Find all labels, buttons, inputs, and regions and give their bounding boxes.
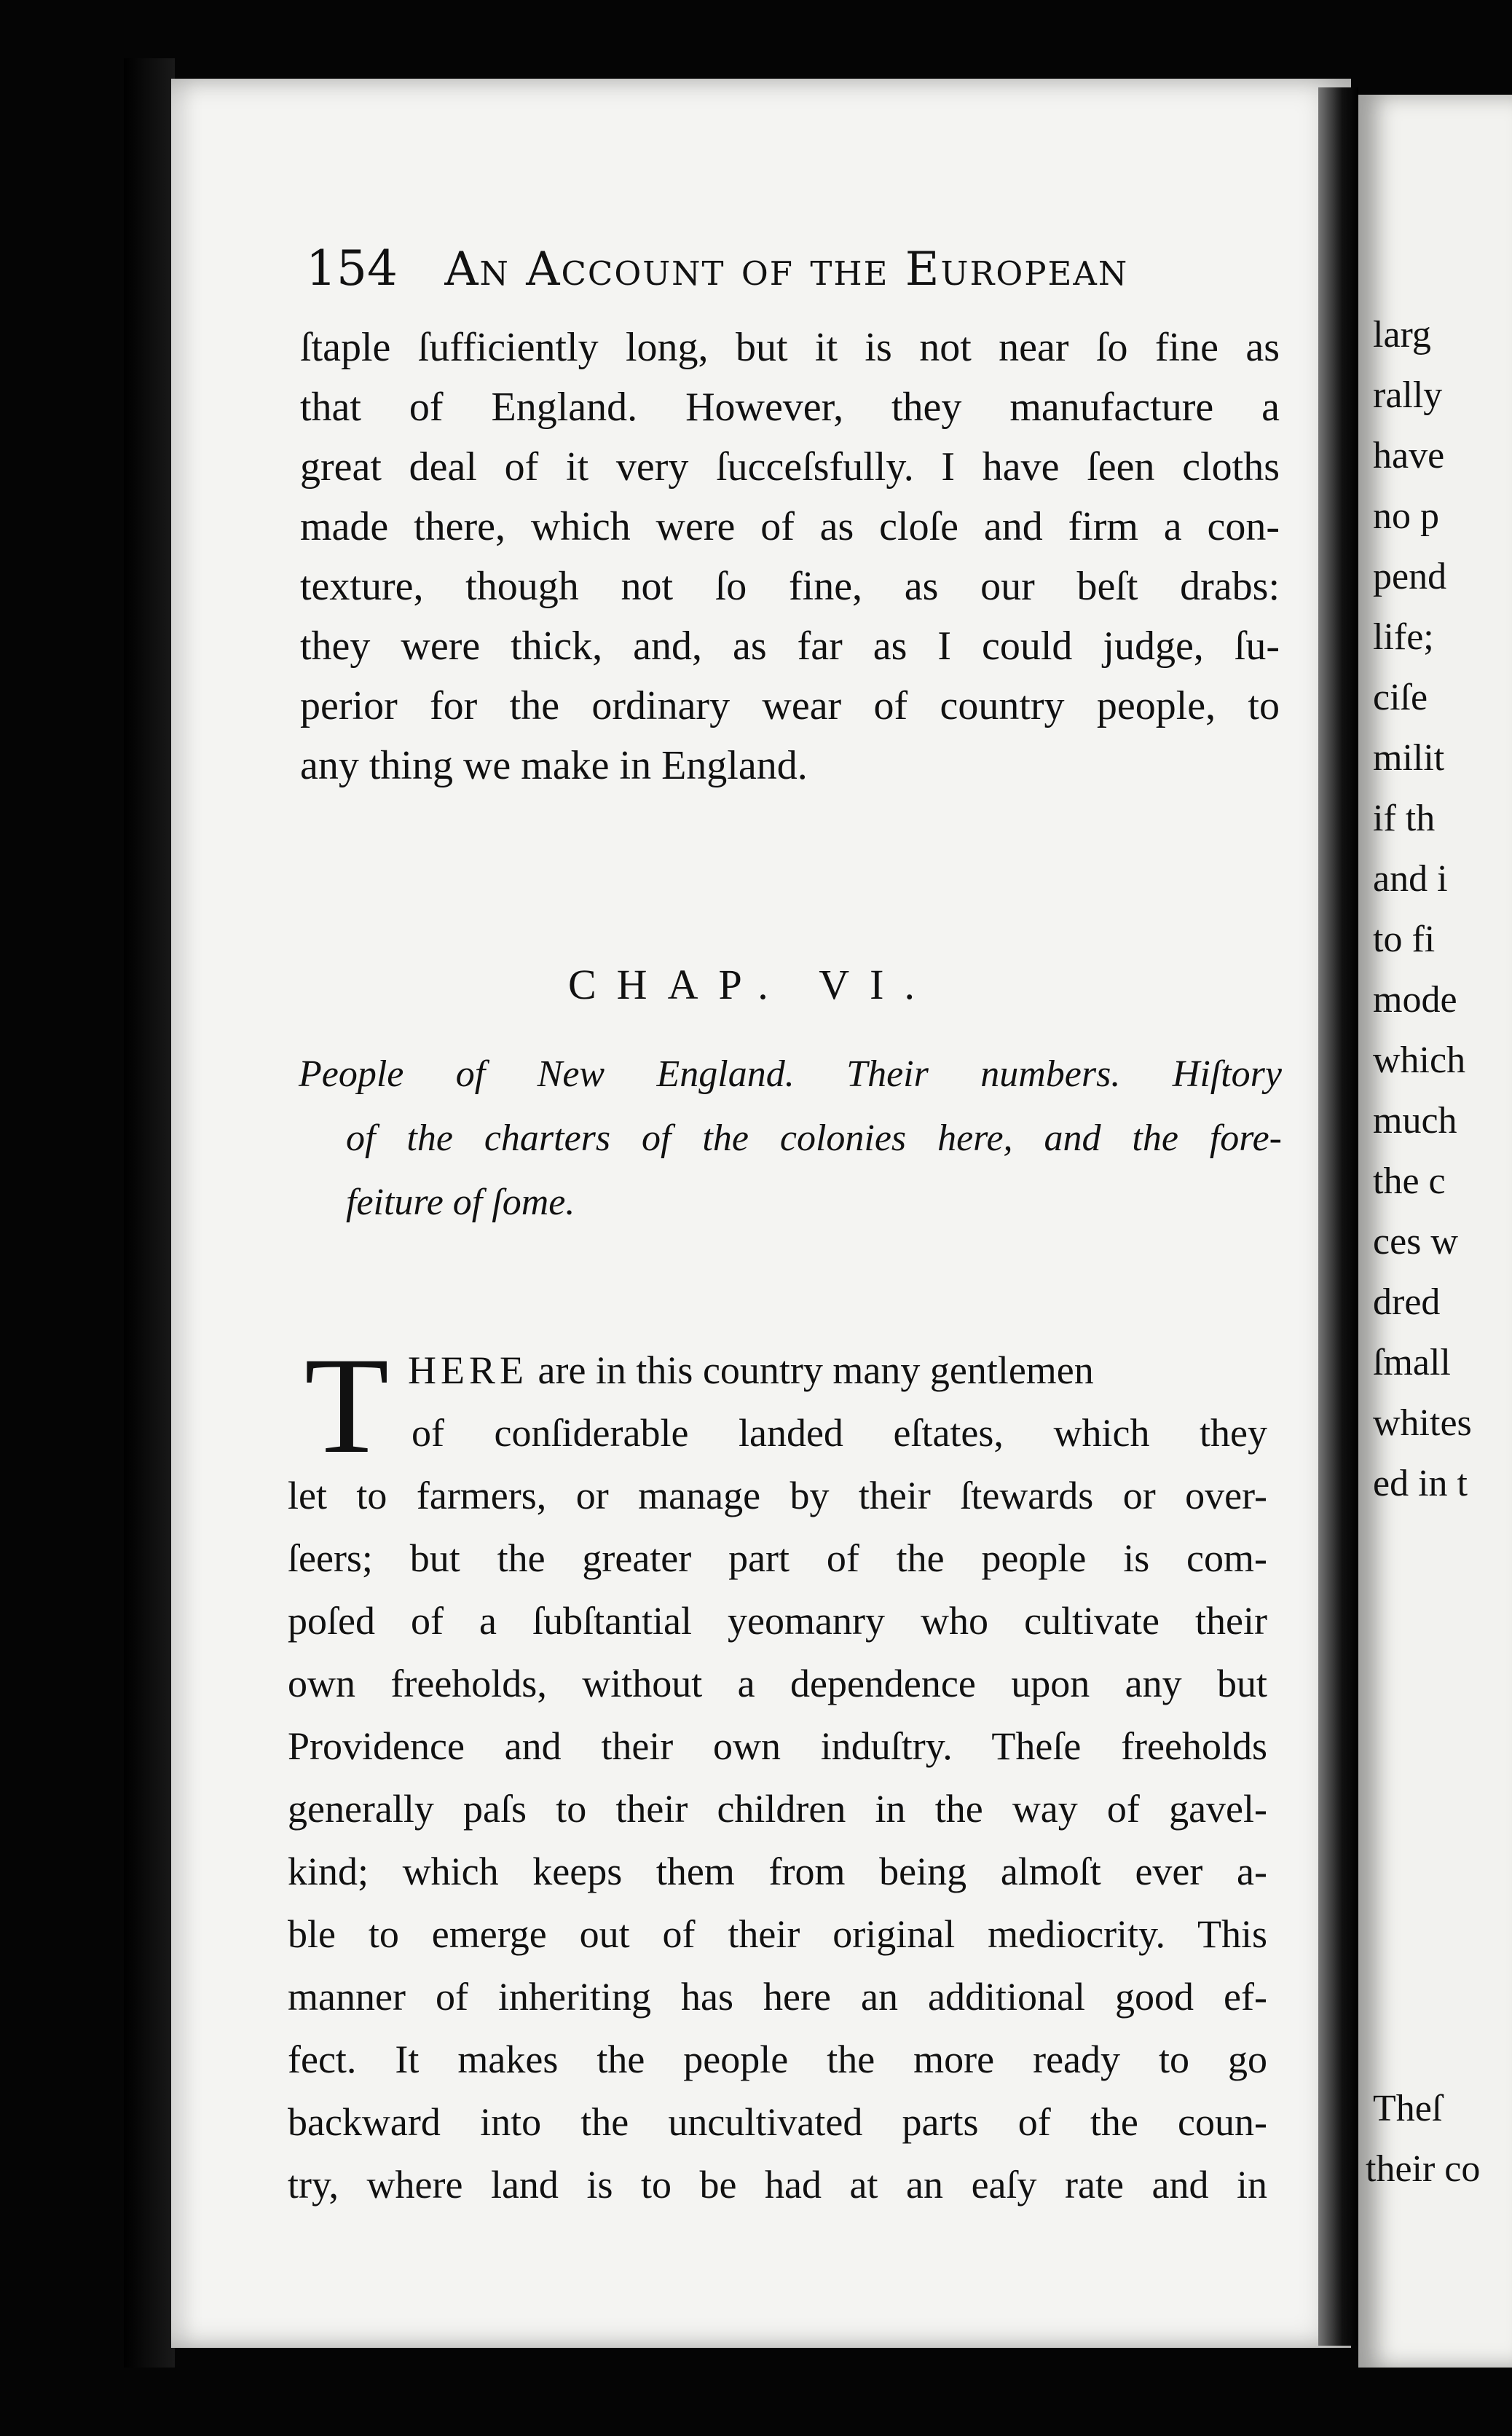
text-line: ſtaple ſufficiently long, but it is not near ſo fine as	[300, 325, 1280, 370]
facing-line: ſmall	[1373, 1342, 1451, 1383]
text-line: ſeers; but the greater part of the people is com-	[288, 1536, 1267, 1580]
facing-line: larg	[1373, 314, 1431, 355]
text-line: try, where land is to be had at an eaſy rate and in	[288, 2163, 1267, 2207]
facing-line: have	[1373, 435, 1445, 476]
facing-line: milit	[1373, 737, 1445, 779]
text-line: backward into the uncultivated parts of the coun-	[288, 2100, 1267, 2144]
text-line: Providence and their own induſtry. Theſe freeholds	[288, 1724, 1267, 1768]
facing-line: which	[1373, 1040, 1466, 1081]
facing-line: and i	[1373, 858, 1448, 900]
facing-line: mode	[1373, 979, 1457, 1021]
text-line-first	[408, 1348, 1267, 1410]
facing-line: Theſ	[1373, 2088, 1443, 2129]
facing-line: ces w	[1373, 1221, 1458, 1262]
text-line: perior for the ordinary wear of country people, to	[300, 683, 1280, 728]
summary-line: People of New England. Their numbers. Hiſtory	[299, 1053, 1282, 1095]
text-line: own freeholds, without a dependence upon any but	[288, 1662, 1267, 1705]
text-line: great deal of it very ſucceſsfully. I have ſeen cloths	[300, 444, 1280, 490]
text-line: that of England. However, they manufacture a	[300, 385, 1280, 430]
first-word-caps: HERE	[408, 1348, 528, 1392]
chapter-heading: CHAP. VI.	[568, 961, 935, 1008]
facing-line: dred	[1373, 1281, 1441, 1323]
text-line: texture, though not ſo fine, as our beſt drabs:	[300, 564, 1280, 609]
facing-line: pend	[1373, 556, 1447, 597]
text-line: let to farmers, or manage by their ſtewards or over-	[288, 1474, 1267, 1517]
text-line: ble to emerge out of their original mediocrity. This	[288, 1912, 1267, 1956]
facing-line: ed in t	[1373, 1463, 1468, 1504]
facing-line: much	[1373, 1100, 1457, 1142]
text-line: generally paſs to their children in the way of gavel-	[288, 1787, 1267, 1831]
text-line: manner of inheriting has here an additional good ef-	[288, 1975, 1267, 2019]
facing-page	[1358, 95, 1512, 2368]
first-line-rest: are in this country many gentlemen	[538, 1348, 1094, 1392]
running-head	[306, 240, 1275, 306]
binding-shadow	[124, 58, 175, 2368]
facing-line: no p	[1373, 495, 1439, 537]
text-line: kind; which keeps them from being almoſt ever a-	[288, 1850, 1267, 1893]
text-line: fect. It makes the people the more ready to go	[288, 2038, 1267, 2081]
facing-line: ciſe	[1373, 677, 1428, 718]
facing-line: rally	[1373, 374, 1443, 416]
text-line: any thing we make in England.	[300, 743, 808, 788]
facing-line: their co	[1366, 2148, 1481, 2190]
text-line: poſed of a ſubſtantial yeomanry who cultivate their	[288, 1599, 1267, 1643]
page-gutter	[1318, 87, 1358, 2346]
running-title: An Account of the European	[444, 243, 1129, 296]
text-line: of conſiderable landed eſtates, which they	[412, 1411, 1267, 1455]
facing-line: to fi	[1373, 919, 1436, 960]
facing-line: life;	[1373, 616, 1434, 658]
page-number: 154	[306, 240, 398, 296]
text-line: made there, which were of as cloſe and firm a con-	[300, 504, 1280, 549]
text-line: they were thick, and, as far as I could judge, ſu-	[300, 624, 1280, 669]
facing-line: if th	[1373, 798, 1436, 839]
summary-line: feiture of ſome.	[346, 1182, 575, 1223]
summary-line: of the charters of the colonies here, and the fore-	[346, 1117, 1282, 1159]
drop-cap: T	[304, 1329, 390, 1482]
facing-line: the c	[1373, 1160, 1446, 1202]
facing-line: whites	[1373, 1402, 1472, 1444]
